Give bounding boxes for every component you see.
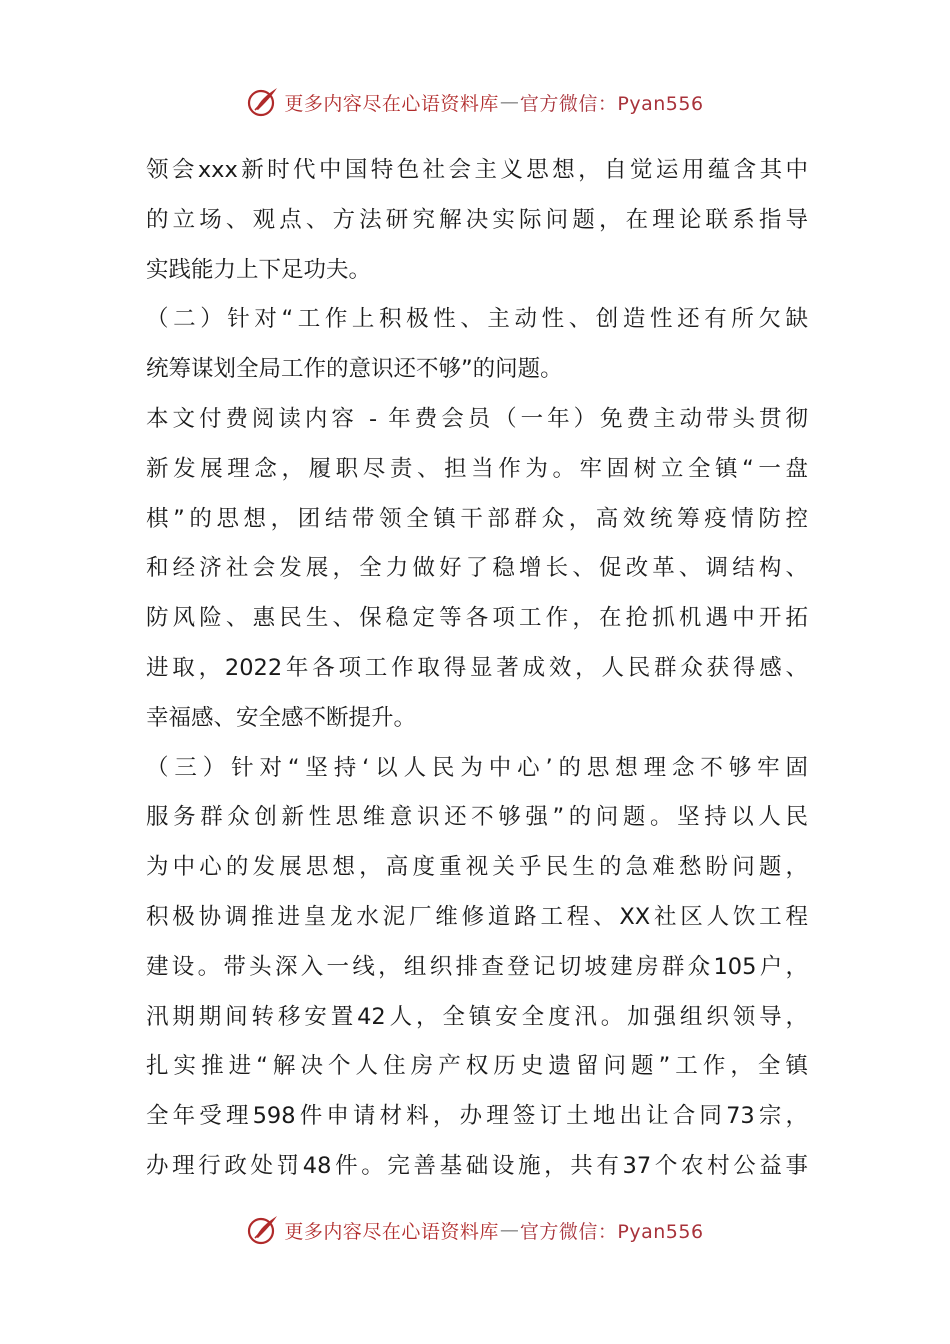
body-line: 幸福感、安全感不断提升。 [146,704,417,731]
body-line: 全年受理598件申请材料，办理签订土地出让合同73宗， [146,1103,808,1130]
document-body [146,146,808,1192]
quill-seal-icon [246,1213,280,1247]
body-line: 和经济社会发展，全力做好了稳增长、促改革、调结构、 [146,555,808,582]
quill-seal-icon [246,85,280,119]
footer-separator: — [499,1219,519,1241]
body-line: 汛期期间转移安置42人，全镇安全度汛。加强组织领导， [146,1003,808,1030]
body-line: （三）针对“坚持‘以人民为中心’的思想理念不够牢固 [146,754,808,781]
body-line: 为中心的发展思想，高度重视关乎民生的急难愁盼问题， [146,854,808,881]
body-line: 进取，2022年各项工作取得显著成效，人民群众获得感、 [146,654,808,681]
body-line: 服务群众创新性思维意识还不够强”的问题。坚持以人民 [146,804,808,831]
body-line: 实践能力上下足功夫。 [146,256,372,283]
body-line: （二）针对“工作上积极性、主动性、创造性还有所欠缺 [146,306,808,333]
body-line: 本文付费阅读内容 - 年费会员（一年）免费主动带头贯彻 [146,405,808,432]
header-watermark-banner [0,82,950,122]
body-line: 建设。带头深入一线，组织排查登记切坡建房群众105户， [146,953,808,980]
footer-watermark-banner [0,1210,950,1250]
body-line: 扎实推进“解决个人住房产权历史遗留问题”工作，全镇 [146,1053,808,1080]
header-brand-text: 更多内容尽在心语资料库 [284,92,499,115]
footer-brand-text: 更多内容尽在心语资料库 [284,1220,499,1243]
body-line: 领会xxx新时代中国特色社会主义思想，自觉运用蕴含其中 [146,157,808,183]
footer-contact-text: 官方微信：Pyan556 [519,1220,704,1243]
body-line: 统筹谋划全局工作的意识还不够”的问题。 [146,356,563,383]
body-line: 新发展理念，履职尽责、担当作为。牢固树立全镇“一盘 [146,455,808,482]
body-line: 的立场、观点、方法研究解决实际问题，在理论联系指导 [146,206,808,233]
body-line: 防风险、惠民生、保稳定等各项工作，在抢抓机遇中开拓 [146,605,808,632]
header-separator: — [499,91,519,113]
body-line: 办理行政处罚48件。完善基础设施，共有37个农村公益事 [146,1152,808,1179]
body-line: 棋”的思想，团结带领全镇干部群众，高效统筹疫情防控 [146,505,808,532]
body-line: 积极协调推进皇龙水泥厂维修道路工程、XX社区人饮工程 [146,903,808,930]
header-contact-text: 官方微信：Pyan556 [519,92,704,115]
